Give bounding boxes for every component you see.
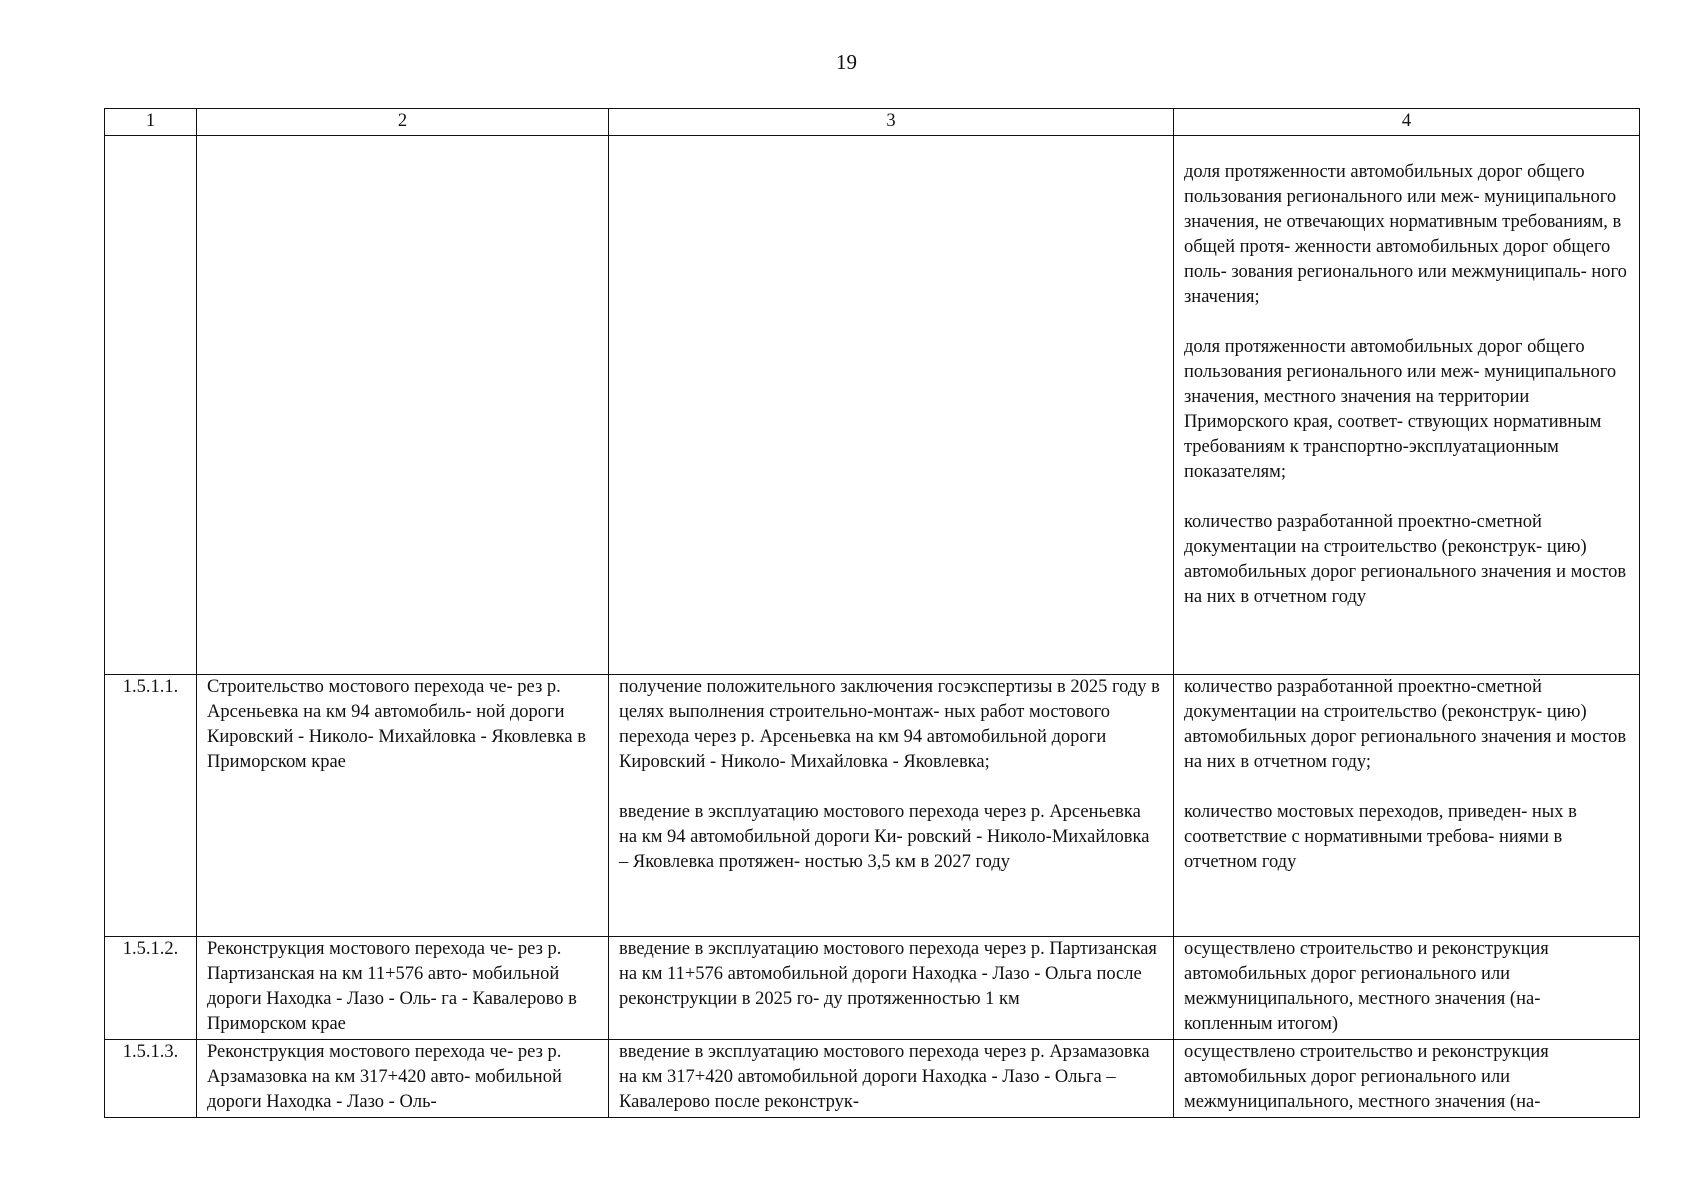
item-number-cell: 1.5.1.3. <box>105 1040 197 1118</box>
indicator-paragraph: осуществлено строительство и реконструкция автомобильных дорог регионального или межмуниципального, местного значения (на- копленным итогом) <box>1184 939 1549 1034</box>
indicator-paragraph: осуществлено строительство и реконструкция автомобильных дорог регионального или межмуниципального, местного значения (на- <box>1184 1042 1549 1112</box>
indicators-cell <box>1174 937 1640 1040</box>
result-paragraph: введение в эксплуатацию мостового перехода через р. Арзамазовка на км 317+420 автомобильной дороги Находка - Лазо - Ольга – Кавалерово после реконструк- <box>619 1042 1150 1112</box>
measure-name-cell <box>197 136 609 675</box>
result-paragraph: введение в эксплуатацию мостового перехода через р. Арсеньевка на км 94 автомобильной дороги Ки- ровский - Николо-Михайловка – Яковлевка протяжен- ностью 3,5 км в 2027 году <box>619 802 1150 872</box>
table-row <box>105 1040 1640 1118</box>
indicator-paragraph: доля протяженности автомобильных дорог общего пользования регионального или меж- муниципального значения, местного значения на территории Приморского края, соответ- ствующих нормативным требованиям к транспортно-эксплуатационным показателям; <box>1184 337 1617 482</box>
expected-result-cell <box>609 1040 1174 1118</box>
indicator-paragraph: количество разработанной проектно-сметной документации на строительство (реконструк- цию) автомобильных дорог регионального значения и мостов на них в отчетном году; <box>1184 677 1627 772</box>
measure-name-cell: Реконструкция мостового перехода че- рез р. Партизанская на км 11+576 авто- мобильной дороги Находка - Лазо - Оль- га - Кавалерово в Приморском крае <box>197 937 609 1040</box>
column-header-2: 2 <box>197 109 609 136</box>
indicators-cell <box>1174 1040 1640 1118</box>
column-header-3: 3 <box>609 109 1174 136</box>
measures-table <box>104 108 1640 1118</box>
item-number-cell <box>105 136 197 675</box>
item-number-cell: 1.5.1.2. <box>105 937 197 1040</box>
measure-name-cell: Строительство мостового перехода че- рез р. Арсеньевка на км 94 автомобиль- ной дороги Кировский - Николо- Михайловка - Яковлевка в Приморском крае <box>197 675 609 937</box>
indicators-cell <box>1174 136 1640 675</box>
column-header-1: 1 <box>105 109 197 136</box>
result-paragraph: получение положительного заключения госэкспертизы в 2025 году в целях выполнения строительно-монтаж- ных работ мостового перехода через р. Арсеньевка на км 94 автомобильной дороги Кировский - Николо- Михайловка - Яковлевка; <box>619 677 1160 772</box>
column-header-4: 4 <box>1174 109 1640 136</box>
table-row <box>105 675 1640 937</box>
table-row <box>105 937 1640 1040</box>
expected-result-cell <box>609 675 1174 937</box>
expected-result-cell <box>609 937 1174 1040</box>
page-number: 19 <box>836 50 857 74</box>
result-paragraph: введение в эксплуатацию мостового перехода через р. Партизанская на км 11+576 автомобильной дороги Находка - Лазо - Ольга после реконструкции в 2025 го- ду протяженностью 1 км <box>619 939 1157 1009</box>
table-row-continuation <box>105 136 1640 675</box>
expected-result-cell <box>609 136 1174 675</box>
indicator-paragraph: доля протяженности автомобильных дорог общего пользования регионального или меж- муниципального значения, не отвечающих нормативным требованиям, в общей протя- женности автомобильных дорог общего поль- зования регионального или межмуниципаль- ного значения; <box>1184 162 1627 307</box>
column-number-header-row <box>105 109 1640 136</box>
indicator-paragraph: количество разработанной проектно-сметной документации на строительство (реконструк- цию) автомобильных дорог регионального значения и мостов на них в отчетном году <box>1184 512 1627 607</box>
measure-name-cell: Реконструкция мостового перехода че- рез р. Арзамазовка на км 317+420 авто- мобильной дороги Находка - Лазо - Оль- <box>197 1040 609 1118</box>
indicator-paragraph: количество мостовых переходов, приведен- ных в соответствие с нормативными требова- ниями в отчетном году <box>1184 802 1577 872</box>
item-number-cell: 1.5.1.1. <box>105 675 197 937</box>
indicators-cell <box>1174 675 1640 937</box>
